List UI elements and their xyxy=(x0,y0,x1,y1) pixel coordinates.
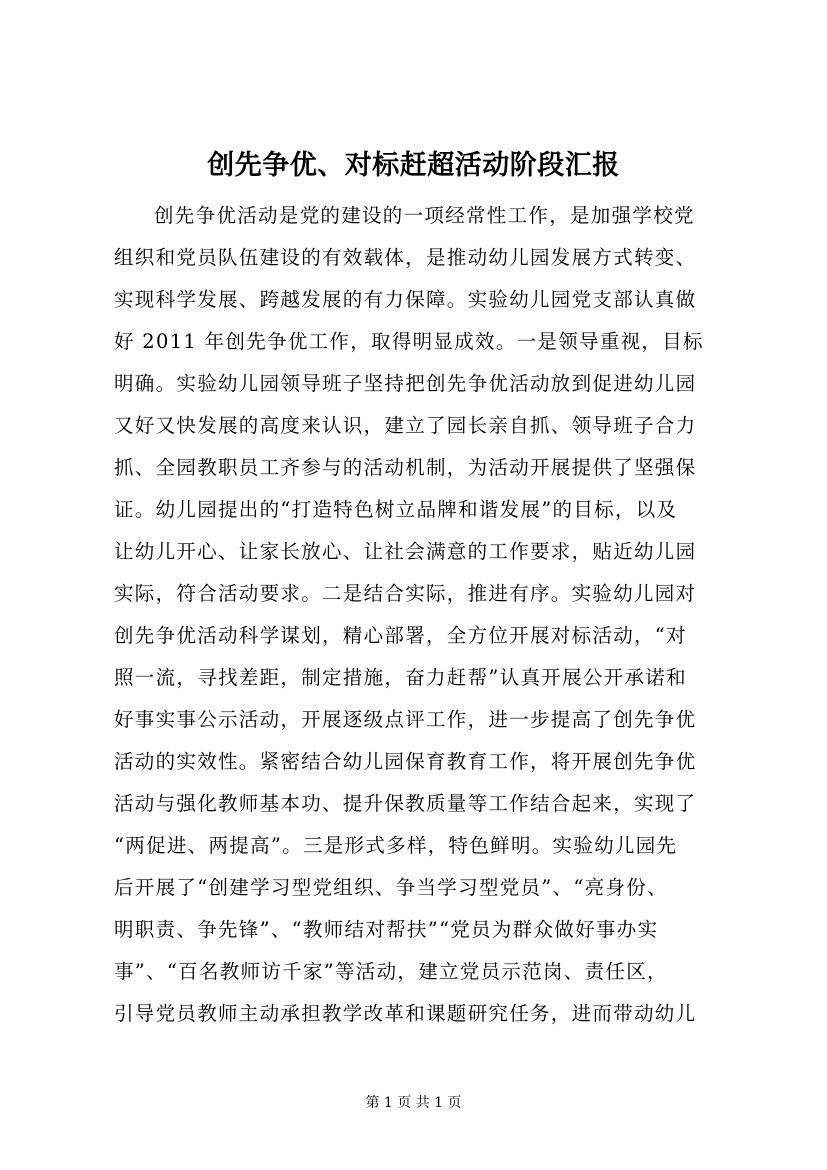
body-line: 又好又快发展的高度来认识，建立了园长亲自抓、领导班子合力 xyxy=(114,414,697,437)
body-line: 好事实事公示活动，开展逐级点评工作，进一步提高了创先争优 xyxy=(114,708,697,731)
body-line: 证。幼儿园提出的“打造特色树立品牌和谐发展”的目标，以及 xyxy=(114,498,678,521)
body-line: 事”、“百名教师访千家”等活动，建立党员示范岗、责任区， xyxy=(114,960,668,983)
body-line: 让幼儿开心、让家长放心、让社会满意的工作要求，贴近幼儿园 xyxy=(114,540,697,563)
body-line: 活动的实效性。紧密结合幼儿园保育教育工作，将开展创先争优 xyxy=(114,750,697,773)
body-line: “两促进、两提高”。三是形式多样，特色鲜明。实验幼儿园先 xyxy=(114,834,678,857)
body-line: 创先争优活动是党的建设的一项经常性工作，是加强学校党 xyxy=(154,204,695,227)
body-line: 照一流，寻找差距，制定措施，奋力赶帮”认真开展公开承诺和 xyxy=(114,666,687,689)
body-line: 明职责、争先锋”、“教师结对帮扶”“党员为群众做好事办实 xyxy=(114,918,659,941)
body-line: 实现科学发展、跨越发展的有力保障。实验幼儿园党支部认真做 xyxy=(114,288,697,311)
document-title: 创先争优、对标赶超活动阶段汇报 xyxy=(207,150,620,181)
body-line: 好 2011 年创先争优工作，取得明显成效。一是领导重视，目标 xyxy=(114,330,704,353)
body-line: 组织和党员队伍建设的有效载体，是推动幼儿园发展方式转变、 xyxy=(114,246,697,269)
body-line: 活动与强化教师基本功、提升保教质量等工作结合起来，实现了 xyxy=(114,792,697,815)
body-line: 明确。实验幼儿园领导班子坚持把创先争优活动放到促进幼儿园 xyxy=(114,372,697,395)
body-line: 抓、全园教职员工齐参与的活动机制，为活动开展提供了坚强保 xyxy=(114,456,697,479)
body-line: 引导党员教师主动承担教学改革和课题研究任务，进而带动幼儿 xyxy=(114,1002,697,1025)
body-line: 后开展了“创建学习型党组织、争当学习型党员”、“亮身份、 xyxy=(114,876,668,899)
body-line: 实际，符合活动要求。二是结合实际，推进有序。实验幼儿园对 xyxy=(114,582,697,605)
page-footer: 第 1 页 共 1 页 xyxy=(365,1095,462,1111)
body-line: 创先争优活动科学谋划，精心部署，全方位开展对标活动，“对 xyxy=(114,624,687,647)
